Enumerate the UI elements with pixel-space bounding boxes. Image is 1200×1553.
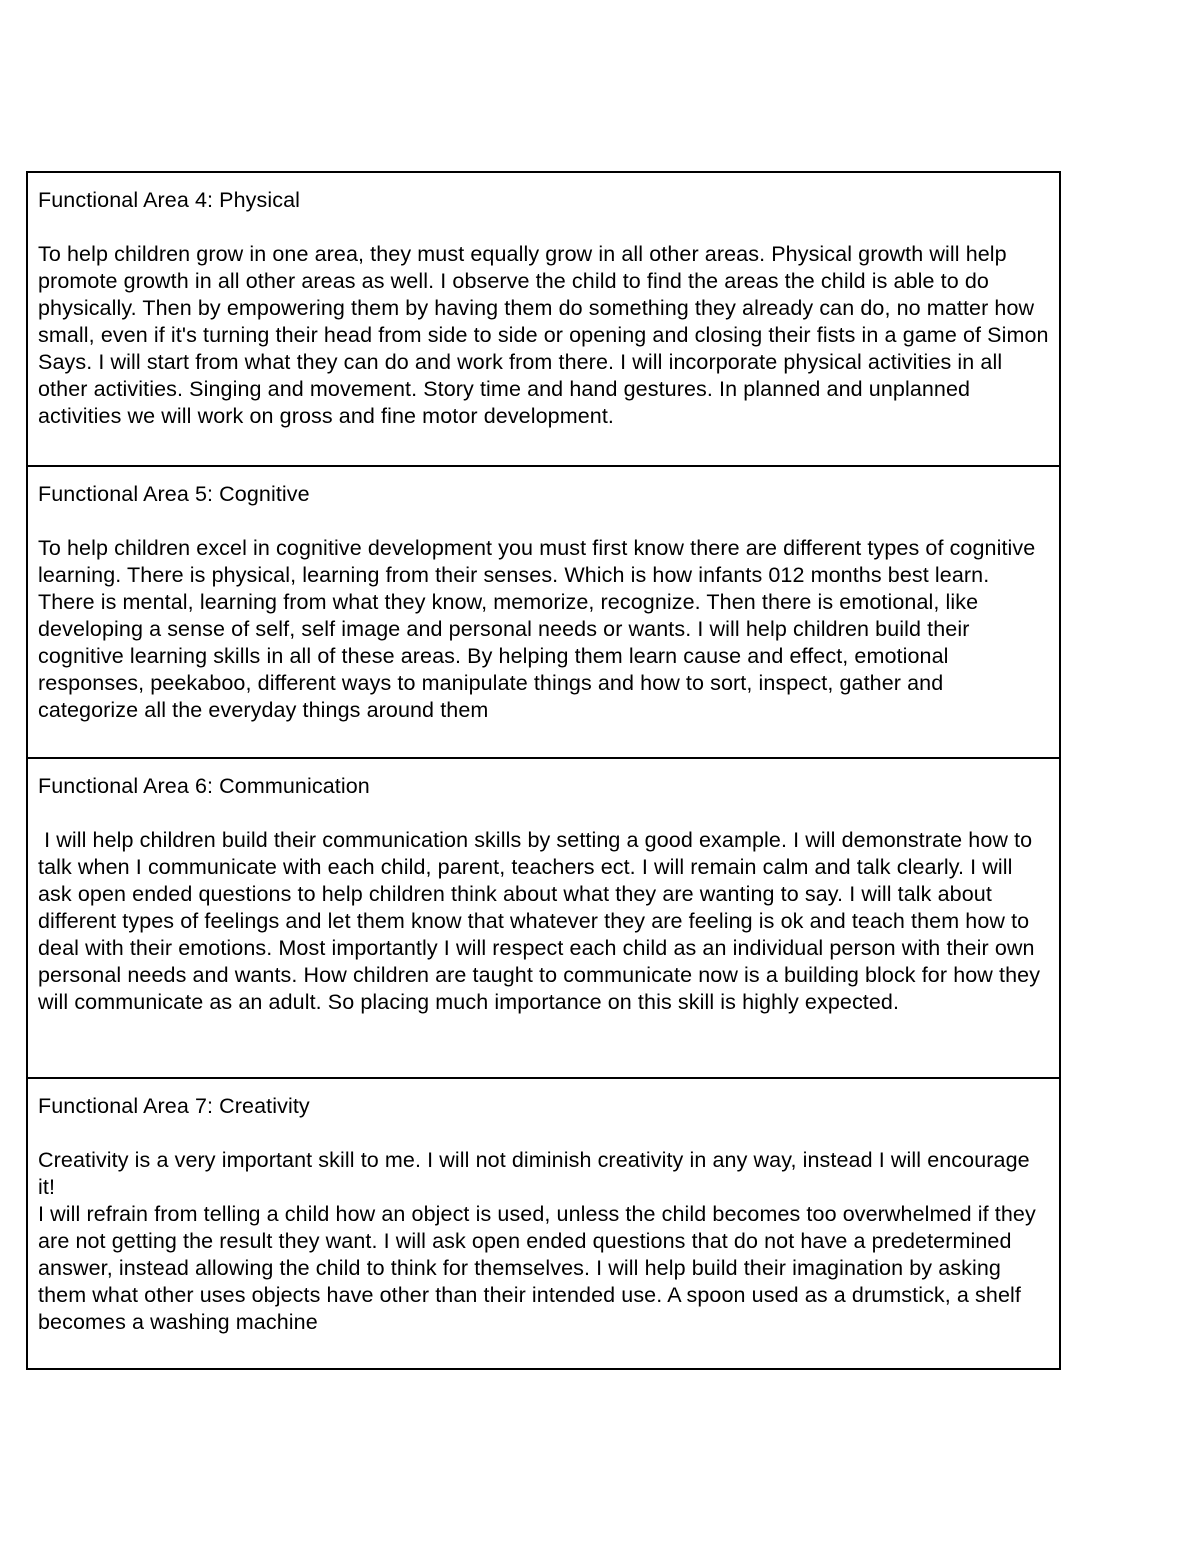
section-body-physical: To help children grow in one area, they must equally grow in all other areas. Physical growth will help promote growth in all other areas as well. I observe the child to find the areas the child is able to do physically. Then by empowering them by having them do something they already can do, no matter how small, even if it's turning their head from side to side or opening and closing their fists in a game of Simon Says. I will start from what they can do and work from there. I will incorporate physical activities in all other activities. Singing and movement. Story time and hand gestures. In planned and unplanned activities we will work on gross and fine motor development. xyxy=(38,242,1049,428)
section-row-physical xyxy=(27,172,1060,466)
section-title-creativity: Functional Area 7: Creativity xyxy=(38,1094,310,1118)
section-title-cognitive: Functional Area 5: Cognitive xyxy=(38,482,310,506)
section-row-communication xyxy=(27,758,1060,1078)
section-body-cognitive: To help children excel in cognitive development you must first know there are different types of cognitive learning. There is physical, learning from their senses. Which is how infants 012 months best learn. There is mental, learning from what they know, memorize, recognize. Then there is emotional, like developing a sense of self, self image and personal needs or wants. I will help children build their cognitive learning skills in all of these areas. By helping them learn cause and effect, emotional responses, peekaboo, different ways to manipulate things and how to sort, inspect, gather and categorize all the everyday things around them xyxy=(38,536,1036,722)
section-body-communication: I will help children build their communication skills by setting a good example. I will demonstrate how to talk when I communicate with each child, parent, teachers ect. I will remain calm and talk clearly. I will ask open ended questions to help children think about what they are wanting to say. I will talk about different types of feelings and let them know that whatever they are feeling is ok and teach them how to deal with their emotions. Most importantly I will respect each child as an individual person with their own personal needs and wants. How children are taught to communicate now is a building block for how they will communicate as an adult. So placing much importance on this skill is highly expected. xyxy=(38,828,1047,1014)
section-row-cognitive xyxy=(27,466,1060,758)
functional-areas-table xyxy=(26,171,1061,1370)
section-cell-creativity xyxy=(27,1078,1060,1369)
section-body-creativity-intro: Creativity is a very important skill to me. I will not diminish creativity in any way, instead I will encourage it! xyxy=(38,1148,1030,1199)
section-cell-cognitive xyxy=(27,466,1060,758)
section-cell-physical xyxy=(27,172,1060,466)
section-cell-communication xyxy=(27,758,1060,1078)
section-body-creativity-detail: I will refrain from telling a child how an object is used, unless the child becomes too overwhelmed if they are not getting the result they want. I will ask open ended questions that do not have a predetermined answer, instead allowing the child to think for themselves. I will help build their imagination by asking them what other uses objects have other than their intended use. A spoon used as a drumstick, a shelf becomes a washing machine xyxy=(38,1202,1036,1334)
section-title-physical: Functional Area 4: Physical xyxy=(38,188,301,212)
section-row-creativity xyxy=(27,1078,1060,1369)
section-title-communication: Functional Area 6: Communication xyxy=(38,774,370,798)
